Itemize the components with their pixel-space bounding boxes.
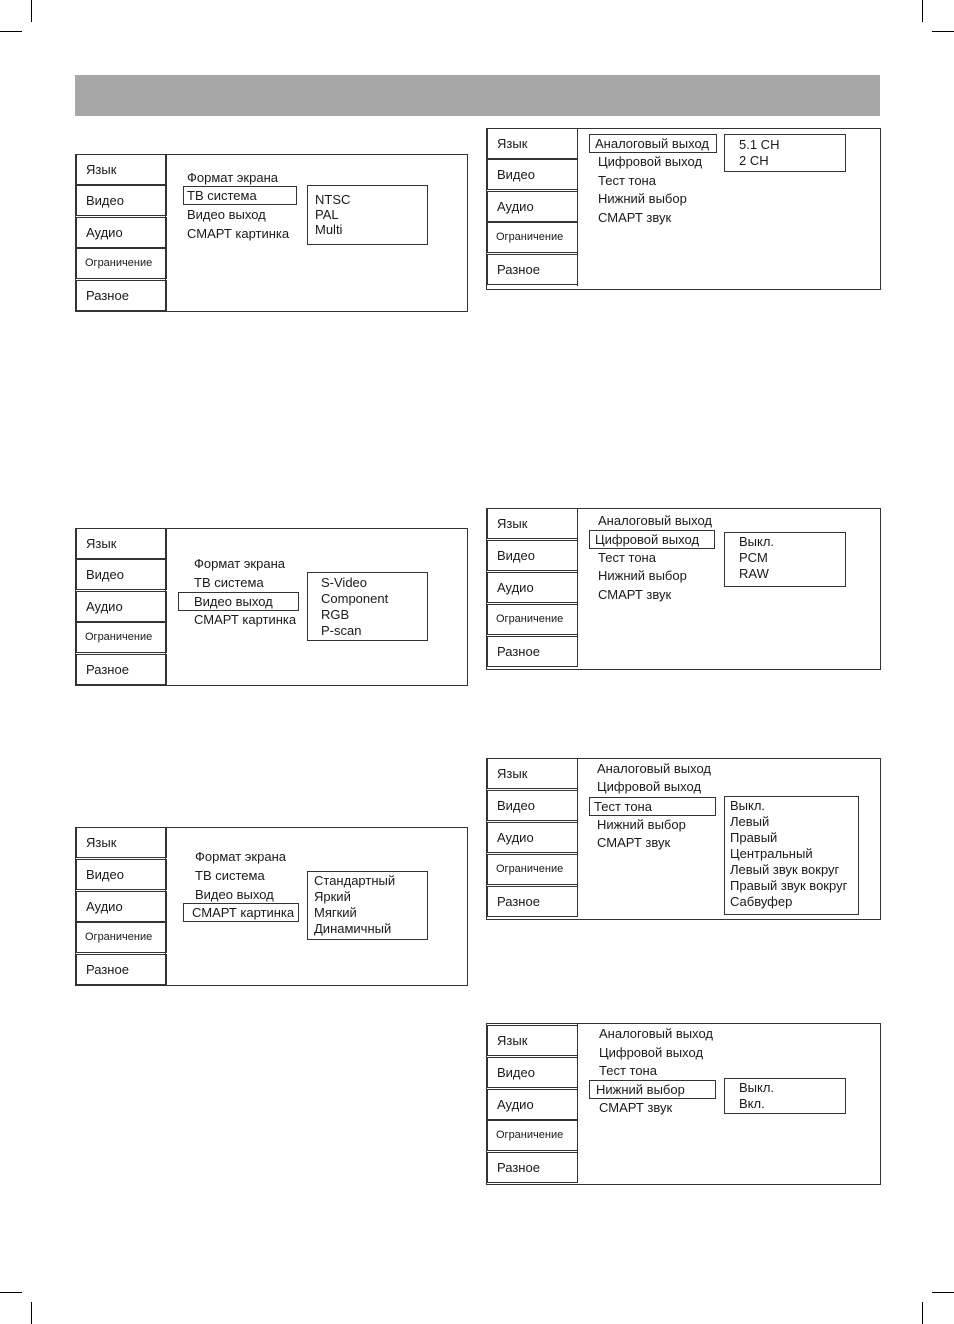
tab-divider bbox=[577, 508, 578, 666]
menu-item-test-tone[interactable]: Тест тона bbox=[598, 550, 656, 565]
option-off[interactable]: Выкл. bbox=[730, 798, 766, 813]
menu-item-tv-system[interactable]: ТВ система bbox=[194, 575, 264, 590]
menu-item-screen-format[interactable]: Формат экрана bbox=[195, 849, 286, 864]
option-rgb[interactable]: RGB bbox=[321, 607, 350, 622]
popup-downmix bbox=[724, 1078, 846, 1114]
menu-item-video-out[interactable]: Видео выход bbox=[195, 887, 274, 902]
tab-restriction[interactable]: Ограничение bbox=[487, 1120, 578, 1151]
tab-audio[interactable]: Аудио bbox=[76, 591, 167, 622]
option-dynamic[interactable]: Динамичный bbox=[314, 921, 392, 936]
setup-panel-downmix bbox=[486, 1023, 881, 1185]
tab-restriction[interactable]: Ограничение bbox=[487, 854, 578, 885]
menu-item-tv-system[interactable]: ТВ система bbox=[183, 186, 297, 205]
menu-item-test-tone[interactable]: Тест тона bbox=[589, 797, 716, 816]
tab-misc[interactable]: Разное bbox=[487, 1152, 578, 1183]
menu-item-tv-system[interactable]: ТВ система bbox=[195, 868, 265, 883]
option-p-scan[interactable]: P-scan bbox=[321, 623, 362, 638]
tab-language[interactable]: Язык bbox=[76, 528, 167, 559]
tab-audio[interactable]: Аудио bbox=[487, 822, 578, 853]
tab-misc[interactable]: Разное bbox=[76, 654, 167, 685]
tab-misc[interactable]: Разное bbox=[487, 636, 578, 667]
menu-item-smart-picture[interactable]: СМАРТ картинка bbox=[194, 612, 297, 627]
tab-misc[interactable]: Разное bbox=[487, 254, 578, 285]
crop-mark bbox=[31, 0, 32, 22]
popup-video-out bbox=[307, 572, 428, 641]
popup-digital-out bbox=[724, 532, 846, 587]
tab-video[interactable]: Видео bbox=[487, 790, 578, 821]
menu-item-screen-format[interactable]: Формат экрана bbox=[187, 170, 278, 185]
tab-video[interactable]: Видео bbox=[487, 159, 578, 190]
option-bright[interactable]: Яркий bbox=[314, 889, 351, 904]
popup-tv-system bbox=[307, 185, 428, 245]
tab-language[interactable]: Язык bbox=[487, 128, 578, 159]
menu-item-downmix[interactable]: Нижний выбор bbox=[589, 1080, 716, 1099]
tab-video[interactable]: Видео bbox=[487, 540, 578, 571]
menu-item-digital-out[interactable]: Цифровой выход bbox=[589, 530, 715, 549]
menu-item-smart-picture[interactable]: СМАРТ картинка bbox=[183, 903, 299, 922]
setup-panel-tv-system bbox=[75, 154, 468, 312]
menu-item-test-tone[interactable]: Тест тона bbox=[599, 1063, 657, 1078]
tab-misc[interactable]: Разное bbox=[487, 886, 578, 917]
menu-item-analog-out[interactable]: Аналоговый выход bbox=[599, 1026, 713, 1041]
menu-item-analog-out[interactable]: Аналоговый выход bbox=[589, 134, 717, 153]
menu-item-downmix[interactable]: Нижний выбор bbox=[598, 568, 687, 583]
tab-divider bbox=[577, 128, 578, 286]
option-pal[interactable]: PAL bbox=[315, 207, 339, 222]
menu-item-digital-out[interactable]: Цифровой выход bbox=[598, 154, 703, 169]
option-right[interactable]: Правый bbox=[730, 830, 778, 845]
tab-language[interactable]: Язык bbox=[76, 154, 167, 185]
tab-misc[interactable]: Разное bbox=[76, 954, 167, 985]
popup-test-tone bbox=[724, 796, 859, 915]
option-pcm[interactable]: PCM bbox=[739, 550, 768, 565]
tab-language[interactable]: Язык bbox=[487, 1025, 578, 1056]
crop-mark bbox=[0, 31, 22, 32]
option-right-surround[interactable]: Правый звук вокруг bbox=[730, 878, 848, 893]
tab-divider bbox=[577, 1023, 578, 1181]
option-2-ch[interactable]: 2 CH bbox=[739, 153, 769, 168]
tab-restriction[interactable]: Ограничение bbox=[487, 222, 578, 253]
tab-restriction[interactable]: Ограничение bbox=[76, 248, 167, 279]
option-left-surround[interactable]: Левый звук вокруг bbox=[730, 862, 840, 877]
tab-divider bbox=[165, 528, 166, 686]
crop-mark bbox=[932, 31, 954, 32]
setup-panel-test-tone bbox=[486, 758, 881, 920]
menu-item-analog-out[interactable]: Аналоговый выход bbox=[598, 513, 712, 528]
tab-audio[interactable]: Аудио bbox=[76, 891, 167, 922]
menu-item-screen-format[interactable]: Формат экрана bbox=[194, 556, 285, 571]
setup-panel-smart-picture bbox=[75, 827, 468, 986]
tab-divider bbox=[165, 827, 166, 986]
option-soft[interactable]: Мягкий bbox=[314, 905, 357, 920]
tab-restriction[interactable]: Ограничение bbox=[487, 604, 578, 635]
setup-panel-video-out bbox=[75, 528, 468, 686]
menu-item-analog-out[interactable]: Аналоговый выход bbox=[597, 761, 711, 776]
tab-audio[interactable]: Аудио bbox=[487, 191, 578, 222]
popup-smart-picture bbox=[307, 871, 428, 940]
tab-video[interactable]: Видео bbox=[76, 185, 167, 216]
header-banner bbox=[75, 75, 880, 116]
crop-mark bbox=[0, 1292, 22, 1293]
tab-video[interactable]: Видео bbox=[487, 1057, 578, 1088]
menu-item-digital-out[interactable]: Цифровой выход bbox=[599, 1045, 704, 1060]
setup-panel-digital-out bbox=[486, 508, 881, 670]
tab-language[interactable]: Язык bbox=[487, 758, 578, 789]
tab-audio[interactable]: Аудио bbox=[487, 572, 578, 603]
tab-language[interactable]: Язык bbox=[76, 827, 167, 858]
menu-item-smart-sound[interactable]: СМАРТ звук bbox=[598, 210, 672, 225]
option-component[interactable]: Component bbox=[321, 591, 389, 606]
crop-mark bbox=[922, 1302, 923, 1324]
menu-item-downmix[interactable]: Нижний выбор bbox=[597, 817, 686, 832]
menu-item-digital-out[interactable]: Цифровой выход bbox=[597, 779, 702, 794]
tab-divider bbox=[577, 758, 578, 916]
option-subwoofer[interactable]: Сабвуфер bbox=[730, 894, 793, 909]
tab-video[interactable]: Видео bbox=[76, 859, 167, 890]
menu-item-video-out[interactable]: Видео выход bbox=[178, 592, 299, 611]
option-multi[interactable]: Multi bbox=[315, 222, 343, 237]
menu-item-video-out[interactable]: Видео выход bbox=[187, 207, 266, 222]
crop-mark bbox=[932, 1292, 954, 1293]
option-s-video[interactable]: S-Video bbox=[321, 575, 368, 590]
menu-item-smart-sound[interactable]: СМАРТ звук bbox=[599, 1100, 673, 1115]
option-5-1-ch[interactable]: 5.1 CH bbox=[739, 137, 780, 152]
tab-audio[interactable]: Аудио bbox=[487, 1089, 578, 1120]
tab-misc[interactable]: Разное bbox=[76, 280, 167, 311]
tab-language[interactable]: Язык bbox=[487, 508, 578, 539]
option-off[interactable]: Выкл. bbox=[739, 534, 775, 549]
option-standard[interactable]: Стандартный bbox=[314, 873, 396, 888]
tab-video[interactable]: Видео bbox=[76, 559, 167, 590]
crop-mark bbox=[31, 1302, 32, 1324]
option-left[interactable]: Левый bbox=[730, 814, 770, 829]
menu-item-smart-sound[interactable]: СМАРТ звук bbox=[598, 587, 672, 602]
crop-mark bbox=[922, 0, 923, 22]
tab-restriction[interactable]: Ограничение bbox=[76, 622, 167, 653]
popup-analog-out bbox=[724, 134, 846, 172]
tab-restriction[interactable]: Ограничение bbox=[76, 922, 167, 953]
menu-item-smart-picture[interactable]: СМАРТ картинка bbox=[187, 226, 290, 241]
menu-item-smart-sound[interactable]: СМАРТ звук bbox=[597, 835, 671, 850]
menu-item-downmix[interactable]: Нижний выбор bbox=[598, 191, 687, 206]
tab-divider bbox=[165, 154, 166, 312]
option-off[interactable]: Выкл. bbox=[739, 1080, 775, 1095]
setup-panel-analog-out bbox=[486, 128, 881, 290]
option-ntsc[interactable]: NTSC bbox=[315, 192, 351, 207]
option-on[interactable]: Вкл. bbox=[739, 1096, 765, 1111]
option-center[interactable]: Центральный bbox=[730, 846, 813, 861]
tab-audio[interactable]: Аудио bbox=[76, 217, 167, 248]
option-raw[interactable]: RAW bbox=[739, 566, 769, 581]
menu-item-test-tone[interactable]: Тест тона bbox=[598, 173, 656, 188]
